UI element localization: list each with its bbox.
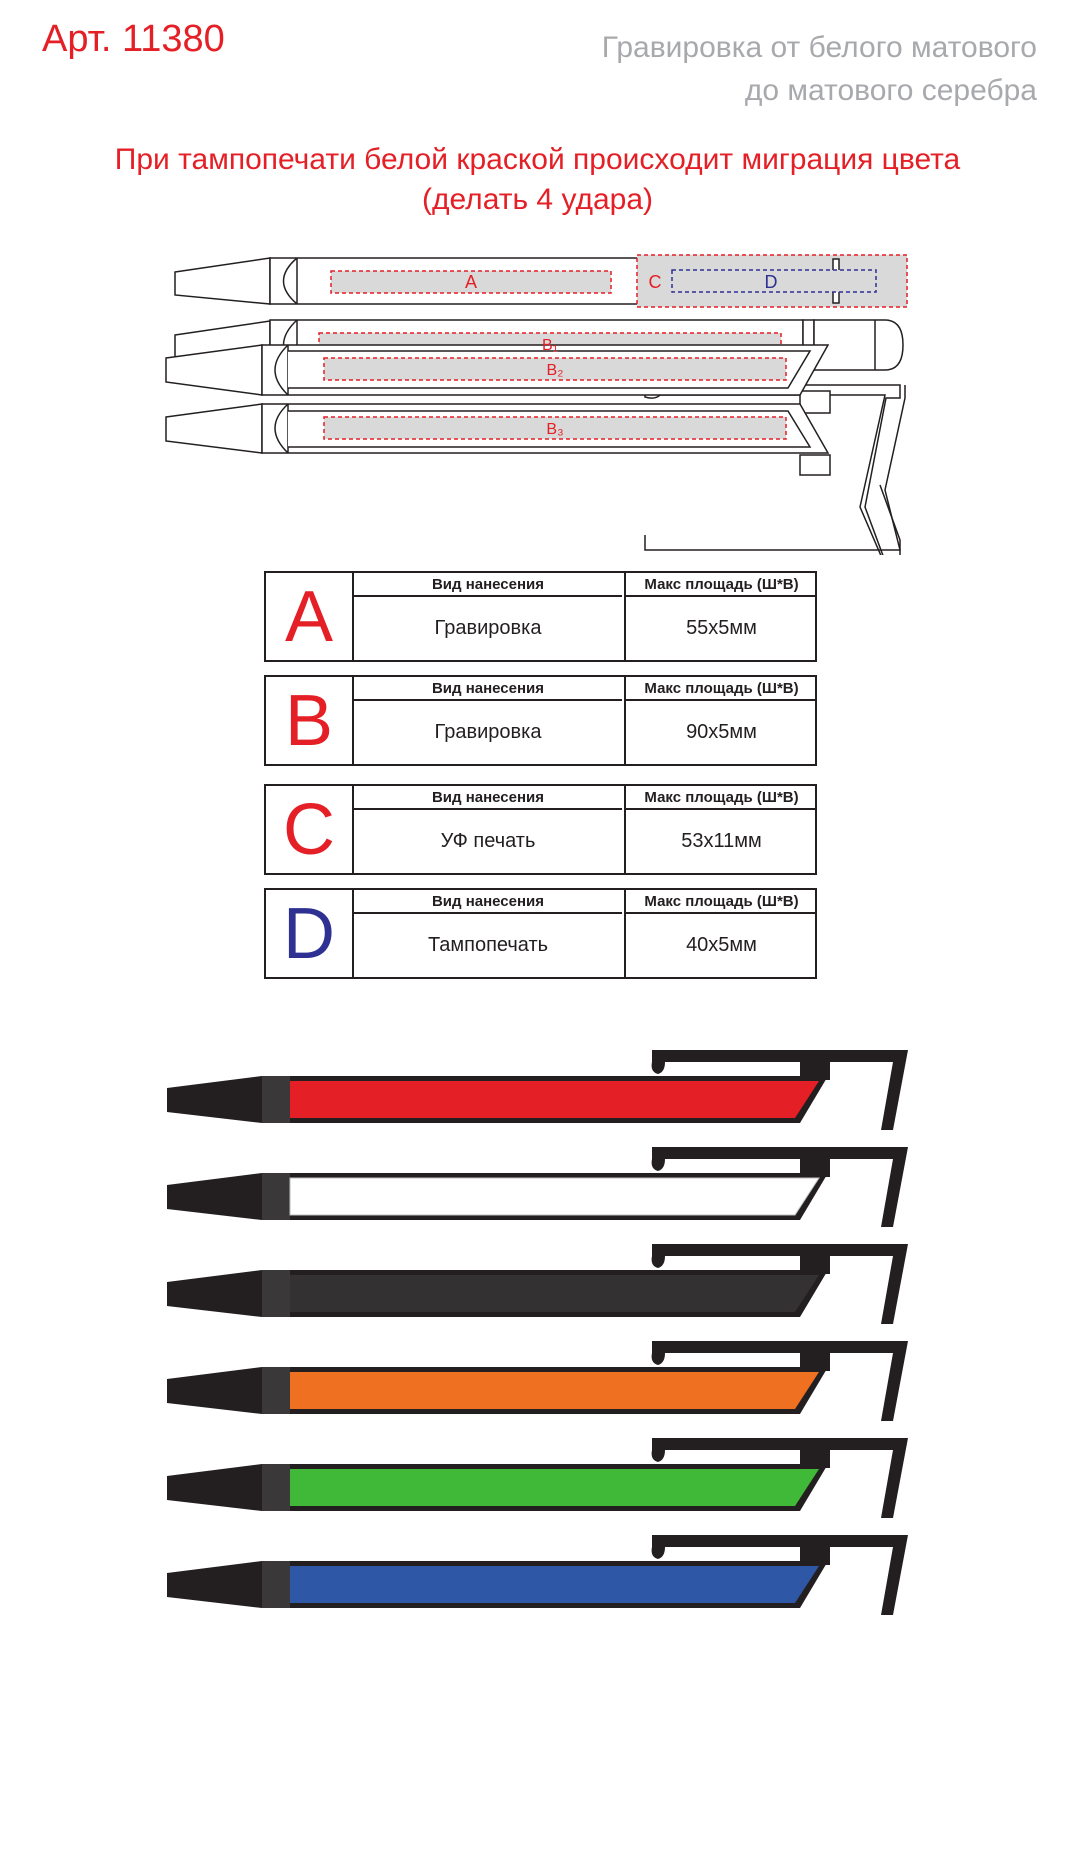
pen-view-side-upper [166,345,828,395]
area-value: 55х5мм [624,597,817,660]
area-value: 40х5мм [624,914,817,977]
zone-d-table [264,888,817,979]
pen-variant-1 [167,1050,908,1130]
zone-b-table [264,675,817,766]
method-header: Вид нанесения [354,890,622,914]
engraving-note-line2: до матового серебра [744,74,1037,107]
pen-technical-drawing [0,245,1075,555]
method-value: УФ печать [440,830,536,852]
pen-view-side-lower [166,404,828,453]
method-value: Тампопечать [427,934,549,956]
zone-b2-label: B₂ [546,362,564,379]
zone-a-table [264,571,817,662]
area-header: Макс площадь (Ш*В) [624,573,817,597]
zone-a-label: A [464,272,478,292]
pen-view-front [175,255,907,307]
method-value: Гравировка [434,617,542,639]
engraving-note [602,26,1037,112]
area-value: 90х5мм [624,701,817,764]
method-value: Гравировка [434,721,542,743]
method-header: Вид нанесения [354,677,622,701]
pen-color-variants [0,1040,1075,1640]
pen-variant-2 [167,1147,908,1227]
zone-d-label: D [764,272,778,292]
zone-c-letter: C [266,786,354,873]
print-warning [0,140,1075,220]
zone-c-table [264,784,817,875]
zone-c-label: C [648,272,662,292]
method-header: Вид нанесения [354,786,622,810]
pen-variant-4 [167,1341,908,1421]
zone-b1-label: B₁ [541,337,559,354]
print-warning-line2: (делать 4 удара) [422,183,653,216]
area-value: 53х11мм [624,810,817,873]
area-header: Макс площадь (Ш*В) [624,890,817,914]
zone-b3-label: B₃ [546,421,564,438]
print-warning-line1: При тампопечати белой краской происходит миграция цвета [114,143,961,176]
area-header: Макс площадь (Ш*В) [624,677,817,701]
engraving-note-line1: Гравировка от белого матового [601,31,1037,64]
zone-d-letter: D [266,890,354,977]
pen-variant-5 [167,1438,908,1518]
area-header: Макс площадь (Ш*В) [624,786,817,810]
article-number: Арт. 11380 [42,18,225,60]
zone-b-letter: B [266,677,354,764]
pen-variant-3 [167,1244,908,1324]
zone-a-letter: A [266,573,354,660]
pen-variant-6 [167,1535,908,1615]
method-header: Вид нанесения [354,573,622,597]
